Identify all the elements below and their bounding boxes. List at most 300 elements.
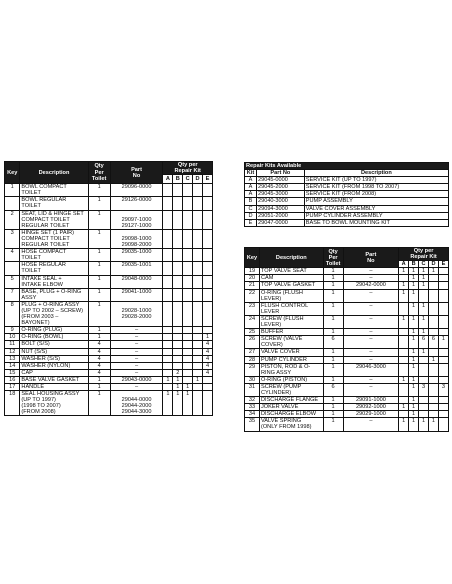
row-part-no: 29092-1000: [343, 404, 399, 411]
row-kit-qty: [183, 376, 193, 383]
row-key: 16: [5, 376, 20, 383]
row-kit-qty: 1: [399, 404, 409, 411]
row-kit-qty: [183, 341, 193, 348]
row-qty: 6: [323, 383, 343, 396]
row-kit-qty: 1: [429, 356, 439, 363]
table-row: [5, 197, 213, 210]
row-kit-qty: [203, 384, 213, 391]
row-qty: 4: [88, 355, 110, 362]
row-kit-qty: [203, 184, 213, 197]
kit-part-no: 29094-3000: [256, 205, 304, 212]
row-key: 13: [5, 355, 20, 362]
table-row: [245, 376, 449, 383]
row-kit-qty: [173, 275, 183, 288]
row-kit-qty: [183, 327, 193, 334]
row-kit-qty: 1: [399, 289, 409, 302]
row-key: 9: [5, 327, 20, 334]
row-kit-qty: [399, 275, 409, 282]
row-kit-qty: [193, 229, 203, 248]
row-key: 17: [5, 384, 20, 391]
row-description: DISCHARGE ELBOW: [259, 411, 323, 418]
row-kit-qty: [438, 411, 448, 418]
row-kit-qty: [429, 376, 439, 383]
row-kit-qty: [173, 210, 183, 229]
row-description: BUFFER: [259, 329, 323, 336]
row-part-no: 29097-1000 29127-1000: [110, 210, 163, 229]
row-key: 10: [5, 334, 20, 341]
row-kit-qty: [429, 282, 439, 289]
row-kit-qty: [163, 229, 173, 248]
table-row: [5, 288, 213, 301]
row-kit-qty: [429, 275, 439, 282]
col-key: Key: [245, 248, 260, 268]
row-description: CAP: [20, 369, 88, 376]
row-description: O-RING (PLUG): [20, 327, 88, 334]
row-key: 5: [5, 275, 20, 288]
row-kit-qty: [438, 349, 448, 356]
table-row: [5, 362, 213, 369]
row-qty: 1: [323, 363, 343, 376]
row-kit-qty: [173, 327, 183, 334]
row-part-no: –: [343, 315, 399, 328]
row-kit-qty: 1: [409, 383, 419, 396]
row-kit-qty: [438, 275, 448, 282]
row-kit-qty: 1: [409, 282, 419, 289]
row-key: 7: [5, 288, 20, 301]
table-row: [245, 336, 449, 349]
row-key: [5, 197, 20, 210]
row-part-no: –: [343, 349, 399, 356]
row-description: SCREW (PUMP CYLINDER): [259, 383, 323, 396]
row-kit-qty: [399, 411, 409, 418]
row-part-no: 29098-1000 29098-2000: [110, 229, 163, 248]
row-part-no: 29048-0000: [110, 275, 163, 288]
row-kit-qty: [193, 341, 203, 348]
row-kit-qty: [438, 397, 448, 404]
row-qty: 1: [88, 301, 110, 326]
row-kit-qty: 1: [163, 376, 173, 383]
row-key: 32: [245, 397, 260, 404]
row-description: HANDLE: [20, 384, 88, 391]
col-description: Description: [20, 162, 88, 184]
row-kit-qty: [203, 301, 213, 326]
kit-row: [245, 191, 449, 198]
row-kit-qty: 1: [409, 376, 419, 383]
row-kit-qty: [438, 302, 448, 315]
row-kit-qty: [163, 301, 173, 326]
row-part-no: –: [343, 302, 399, 315]
row-key: 11: [5, 341, 20, 348]
row-kit-qty: [193, 362, 203, 369]
row-part-no: 29035-1001: [110, 262, 163, 275]
row-qty: 1: [323, 275, 343, 282]
row-qty: 1: [88, 262, 110, 275]
table-row: [5, 376, 213, 383]
row-part-no: –: [110, 369, 163, 376]
kit-letter-d: D: [193, 175, 203, 184]
row-part-no: –: [343, 268, 399, 275]
row-kit-qty: [163, 384, 173, 391]
row-kit-qty: [203, 197, 213, 210]
table-row: [5, 391, 213, 416]
row-part-no: –: [110, 384, 163, 391]
row-kit-qty: 4: [203, 369, 213, 376]
kit-letter-e: E: [438, 261, 448, 268]
row-kit-qty: [438, 315, 448, 328]
row-kit-qty: [399, 356, 409, 363]
row-description: O-RING (PISTON): [259, 376, 323, 383]
table-row: [5, 384, 213, 391]
row-kit-qty: [173, 184, 183, 197]
col-qty-per-kit: Qty per Repair Kit: [399, 248, 449, 261]
row-kit-qty: [419, 363, 429, 376]
row-kit-qty: [173, 229, 183, 248]
row-kit-qty: 1: [203, 334, 213, 341]
row-kit-qty: [163, 275, 173, 288]
row-kit-qty: 1: [409, 289, 419, 302]
row-kit-qty: [173, 262, 183, 275]
row-kit-qty: [183, 275, 193, 288]
row-key: 28: [245, 356, 260, 363]
kit-letter-cell: B: [245, 198, 257, 205]
table-row: [5, 369, 213, 376]
row-qty: 4: [88, 341, 110, 348]
row-key: 12: [5, 348, 20, 355]
row-kit-qty: [429, 383, 439, 396]
col-kit-part-no: Part No: [256, 170, 304, 177]
row-kit-qty: 1: [419, 282, 429, 289]
table-row: [245, 397, 449, 404]
row-qty: 1: [323, 302, 343, 315]
table-row: [245, 275, 449, 282]
row-kit-qty: [438, 282, 448, 289]
row-part-no: 29091-1000: [343, 397, 399, 404]
row-kit-qty: 4: [203, 348, 213, 355]
kit-description: PUMP ASSEMBLY: [304, 198, 448, 205]
row-kit-qty: 2: [173, 369, 183, 376]
row-kit-qty: [193, 288, 203, 301]
row-kit-qty: [183, 184, 193, 197]
col-part-no: Part No: [343, 248, 399, 268]
row-qty: 1: [88, 391, 110, 416]
row-description: NUT (S/S): [20, 348, 88, 355]
row-kit-qty: 4: [203, 362, 213, 369]
row-description: BASE VALVE GASKET: [20, 376, 88, 383]
row-key: 1: [5, 184, 20, 197]
table-row: [5, 327, 213, 334]
row-kit-qty: [193, 275, 203, 288]
kit-letter-c: C: [183, 175, 193, 184]
row-kit-qty: [173, 301, 183, 326]
kit-letter-c: C: [419, 261, 429, 268]
kit-row: [245, 184, 449, 191]
row-description: HOSE COMPACT TOILET: [20, 249, 88, 262]
row-qty: 1: [323, 315, 343, 328]
row-kit-qty: [399, 397, 409, 404]
row-qty: 1: [88, 197, 110, 210]
row-kit-qty: 1: [409, 329, 419, 336]
row-kit-qty: 1: [409, 268, 419, 275]
row-kit-qty: 1: [399, 315, 409, 328]
row-qty: 1: [323, 418, 343, 431]
row-kit-qty: [163, 210, 173, 229]
row-part-no: 29046-3000: [343, 363, 399, 376]
row-part-no: –: [110, 334, 163, 341]
row-kit-qty: [193, 184, 203, 197]
row-kit-qty: [163, 355, 173, 362]
row-qty: 1: [88, 288, 110, 301]
row-kit-qty: [193, 301, 203, 326]
row-part-no: –: [343, 289, 399, 302]
row-qty: 1: [88, 184, 110, 197]
row-kit-qty: [419, 411, 429, 418]
row-kit-qty: [193, 197, 203, 210]
row-part-no: –: [110, 362, 163, 369]
table-row: [5, 334, 213, 341]
row-kit-qty: 1: [409, 302, 419, 315]
row-kit-qty: [193, 355, 203, 362]
table-row: [245, 383, 449, 396]
row-kit-qty: [193, 384, 203, 391]
row-description: JOKER VALVE: [259, 404, 323, 411]
row-kit-qty: [438, 329, 448, 336]
table-row: [5, 275, 213, 288]
row-kit-qty: [173, 288, 183, 301]
kit-part-no: 29045-3000: [256, 191, 304, 198]
row-kit-qty: [163, 327, 173, 334]
table-row: [5, 210, 213, 229]
row-kit-qty: [163, 369, 173, 376]
row-key: 18: [5, 391, 20, 416]
row-description: WASHER (S/S): [20, 355, 88, 362]
kit-row: [245, 212, 449, 219]
row-part-no: 29126-0000: [110, 197, 163, 210]
row-description: SCREW (FLUSH LEVER): [259, 315, 323, 328]
row-key: 22: [245, 289, 260, 302]
kit-letter-a: A: [163, 175, 173, 184]
row-kit-qty: [203, 249, 213, 262]
row-description: SEAL HOUSING ASSY (UP TO 1997) (1998 TO 2007) (FROM 2008): [20, 391, 88, 416]
row-description: FLUSH CONTROL LEVER: [259, 302, 323, 315]
row-kit-qty: [163, 184, 173, 197]
row-part-no: 29042-0000: [343, 282, 399, 289]
kit-row: [245, 177, 449, 184]
row-kit-qty: [429, 404, 439, 411]
kit-letter-cell: A: [245, 177, 257, 184]
table-row: [245, 268, 449, 275]
row-part-no: –: [343, 356, 399, 363]
row-kit-qty: [429, 363, 439, 376]
row-kit-qty: 1: [419, 315, 429, 328]
row-kit-qty: [419, 404, 429, 411]
row-qty: 1: [88, 229, 110, 248]
row-kit-qty: [193, 327, 203, 334]
row-part-no: –: [110, 327, 163, 334]
row-part-no: –: [110, 355, 163, 362]
row-part-no: 29096-0000: [110, 184, 163, 197]
table-row: [5, 341, 213, 348]
row-description: SCREW (VALVE COVER): [259, 336, 323, 349]
kit-part-no: 29051-2000: [256, 212, 304, 219]
row-kit-qty: 1: [429, 418, 439, 431]
row-kit-qty: [163, 197, 173, 210]
table-row: [245, 363, 449, 376]
row-key: 35: [245, 418, 260, 431]
row-description: PLUG + O-RING ASSY (UP TO 2002 – SCREW) (FROM 2003 – BAYONET): [20, 301, 88, 326]
row-kit-qty: [438, 404, 448, 411]
row-kit-qty: [163, 249, 173, 262]
table-row: [245, 404, 449, 411]
col-description: Description: [259, 248, 323, 268]
row-kit-qty: [429, 349, 439, 356]
col-key: Key: [5, 162, 20, 184]
row-kit-qty: 1: [399, 268, 409, 275]
row-kit-qty: [429, 302, 439, 315]
col-qty: Qty Per Toilet: [323, 248, 343, 268]
row-qty: 1: [88, 249, 110, 262]
row-kit-qty: 1: [399, 418, 409, 431]
row-kit-qty: 1: [419, 302, 429, 315]
row-kit-qty: [203, 210, 213, 229]
row-description: BOWL REGULAR TOILET: [20, 197, 88, 210]
row-part-no: –: [343, 275, 399, 282]
row-kit-qty: [399, 349, 409, 356]
row-description: PUMP CYLINDER: [259, 356, 323, 363]
row-part-no: 29029-1000: [343, 411, 399, 418]
row-qty: 1: [323, 289, 343, 302]
row-part-no: 29028-1000 29028-2000: [110, 301, 163, 326]
row-kit-qty: 1: [409, 275, 419, 282]
row-kit-qty: 1: [429, 268, 439, 275]
row-part-no: –: [343, 376, 399, 383]
row-key: 15: [5, 369, 20, 376]
kit-part-no: 29040-3000: [256, 198, 304, 205]
row-kit-qty: [173, 334, 183, 341]
row-kit-qty: [438, 418, 448, 431]
row-key: 8: [5, 301, 20, 326]
row-key: 24: [245, 315, 260, 328]
row-kit-qty: 1: [409, 315, 419, 328]
row-kit-qty: [163, 348, 173, 355]
row-part-no: –: [343, 418, 399, 431]
row-kit-qty: 6: [429, 336, 439, 349]
table-row: [245, 315, 449, 328]
row-kit-qty: [203, 376, 213, 383]
row-kit-qty: 1: [183, 384, 193, 391]
row-kit-qty: [183, 262, 193, 275]
repair-kits-table: [244, 162, 449, 227]
row-kit-qty: [429, 397, 439, 404]
row-kit-qty: [419, 356, 429, 363]
kit-part-no: 29045-2000: [256, 184, 304, 191]
row-qty: 1: [323, 329, 343, 336]
row-description: VALVE SPRING (ONLY FROM 1998): [259, 418, 323, 431]
row-kit-qty: [193, 334, 203, 341]
row-kit-qty: [203, 327, 213, 334]
row-kit-qty: 1: [419, 275, 429, 282]
table-row: [245, 329, 449, 336]
row-kit-qty: 1: [173, 376, 183, 383]
kit-part-no: 29045-0000: [256, 177, 304, 184]
row-part-no: –: [343, 383, 399, 396]
row-qty: 1: [88, 327, 110, 334]
row-kit-qty: 1: [409, 411, 419, 418]
row-kit-qty: 3: [419, 383, 429, 396]
row-kit-qty: 1: [409, 404, 419, 411]
row-key: 25: [245, 329, 260, 336]
row-description: O-RING (BOWL): [20, 334, 88, 341]
row-kit-qty: 1: [173, 391, 183, 416]
row-kit-qty: 1: [163, 391, 173, 416]
row-qty: 1: [88, 210, 110, 229]
row-kit-qty: [203, 288, 213, 301]
kit-letter-b: B: [409, 261, 419, 268]
row-qty: 1: [88, 384, 110, 391]
row-kit-qty: [183, 348, 193, 355]
row-key: 4: [5, 249, 20, 262]
kit-letter-a: A: [399, 261, 409, 268]
row-qty: 1: [323, 356, 343, 363]
row-kit-qty: [173, 197, 183, 210]
kit-letter-cell: D: [245, 212, 257, 219]
row-description: VALVE COVER: [259, 349, 323, 356]
row-key: 21: [245, 282, 260, 289]
row-kit-qty: 1: [183, 391, 193, 416]
table-row: [245, 282, 449, 289]
row-kit-qty: [399, 363, 409, 376]
row-description: CAM: [259, 275, 323, 282]
row-kit-qty: [193, 348, 203, 355]
row-kit-qty: 1: [399, 282, 409, 289]
row-qty: 1: [323, 282, 343, 289]
row-description: INTAKE SEAL + INTAKE ELBOW: [20, 275, 88, 288]
row-part-no: –: [110, 348, 163, 355]
row-key: 29: [245, 363, 260, 376]
row-kit-qty: [183, 355, 193, 362]
repair-kits-title: Repair Kits Available: [245, 163, 449, 170]
row-description: WASHER (NYLON): [20, 362, 88, 369]
row-kit-qty: [419, 376, 429, 383]
row-kit-qty: 1: [409, 356, 419, 363]
row-kit-qty: 1: [409, 418, 419, 431]
row-kit-qty: [429, 315, 439, 328]
row-kit-qty: [183, 210, 193, 229]
kit-part-no: 29047-0000: [256, 219, 304, 226]
kit-letter-e: E: [203, 175, 213, 184]
row-kit-qty: [183, 301, 193, 326]
row-kit-qty: [193, 262, 203, 275]
row-kit-qty: [173, 249, 183, 262]
row-kit-qty: [438, 268, 448, 275]
row-kit-qty: [438, 363, 448, 376]
row-kit-qty: [203, 229, 213, 248]
row-kit-qty: 4: [203, 355, 213, 362]
kit-letter-b: B: [173, 175, 183, 184]
parts-table-right: [244, 247, 449, 432]
table-row: [5, 348, 213, 355]
row-kit-qty: [163, 362, 173, 369]
row-key: 14: [5, 362, 20, 369]
row-kit-qty: 1: [419, 329, 429, 336]
row-kit-qty: [399, 302, 409, 315]
kit-description: PUMP CYLINDER ASSEMBLY: [304, 212, 448, 219]
row-kit-qty: 1: [438, 336, 448, 349]
row-description: PISTON, ROD & O-RING ASSY: [259, 363, 323, 376]
row-kit-qty: [438, 376, 448, 383]
row-kit-qty: [203, 275, 213, 288]
table-row: [245, 349, 449, 356]
row-kit-qty: [183, 369, 193, 376]
